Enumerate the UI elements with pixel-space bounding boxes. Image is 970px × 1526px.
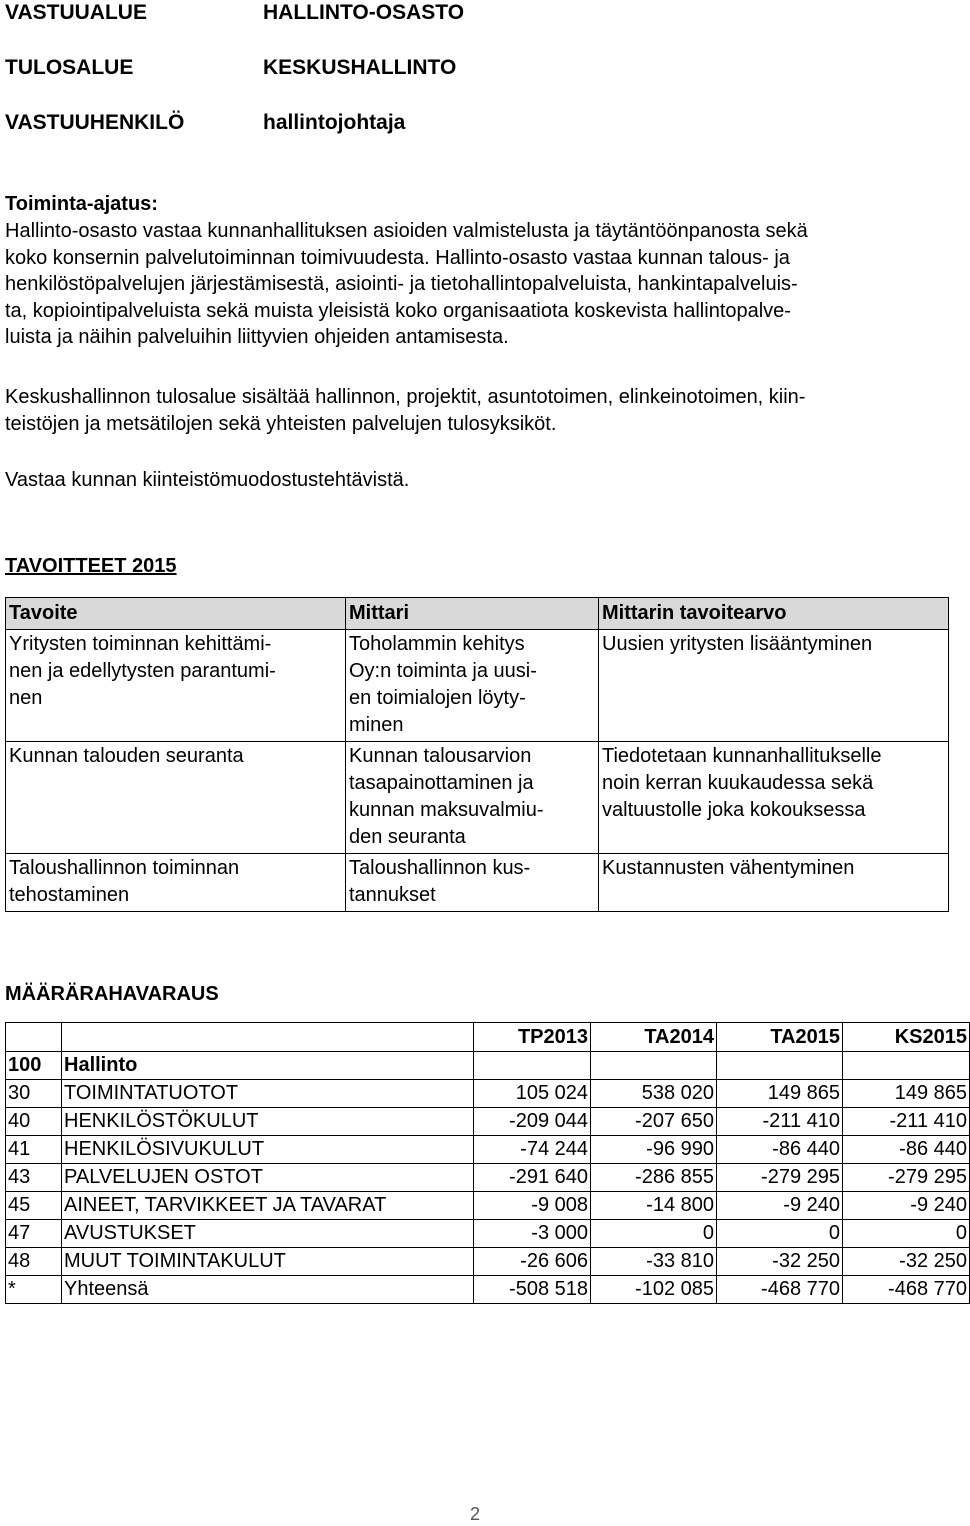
amount-cell: -102 085 <box>591 1276 717 1304</box>
empty-cell <box>474 1052 591 1080</box>
target-line: valtuustolle joka kokouksessa <box>602 799 866 821</box>
meta-value: HALLINTO-OSASTO <box>263 1 465 24</box>
amount-cell: -33 810 <box>591 1248 717 1276</box>
account-code: 48 <box>6 1248 62 1276</box>
budget-header-ks2015: KS2015 <box>843 1023 970 1052</box>
goal-cell <box>6 854 346 912</box>
table-row <box>6 1136 970 1164</box>
empty-cell <box>591 1052 717 1080</box>
account-code: 45 <box>6 1192 62 1220</box>
mission-label: Toiminta-ajatus: <box>5 193 158 215</box>
budget-title: MÄÄRÄRAHAVARAUS <box>5 983 219 1005</box>
table-row <box>6 1192 970 1220</box>
meta-value: KESKUSHALLINTO <box>263 56 457 79</box>
amount-cell: 0 <box>591 1220 717 1248</box>
amount-cell: 0 <box>843 1220 970 1248</box>
amount-cell: -279 295 <box>843 1164 970 1192</box>
amount-cell: -207 650 <box>591 1108 717 1136</box>
goals-table <box>5 597 949 912</box>
meta-value: hallintojohtaja <box>263 111 406 134</box>
metric-line: Oy:n toiminta ja uusi- <box>349 660 537 682</box>
mission-line: henkilöstöpalvelujen järjestämisestä, asiointi- ja tietohallintopalveluista, hankintapalveluis- <box>5 273 798 295</box>
empty-cell <box>717 1052 843 1080</box>
table-row <box>6 854 949 912</box>
amount-cell: 149 865 <box>717 1080 843 1108</box>
mission-line: ta, kopiointipalveluista sekä muista yleisistä koko organisaatiota koskevista hallintopalve- <box>5 299 791 322</box>
amount-cell: 538 020 <box>591 1080 717 1108</box>
amount-cell: -9 240 <box>717 1192 843 1220</box>
goal-line: Taloushallinnon toiminnan <box>9 857 240 879</box>
amount-cell: -211 410 <box>843 1108 970 1136</box>
budget-header-row <box>6 1023 970 1052</box>
amount-cell: 149 865 <box>843 1080 970 1108</box>
budget-header-ta2015: TA2015 <box>717 1023 843 1052</box>
amount-cell: -3 000 <box>474 1220 591 1248</box>
amount-cell: -279 295 <box>717 1164 843 1192</box>
amount-cell: -26 606 <box>474 1248 591 1276</box>
metric-cell <box>346 742 599 854</box>
goals-header-target: Mittarin tavoitearvo <box>599 598 949 630</box>
goal-line: tehostaminen <box>9 884 130 906</box>
budget-header-blank <box>6 1023 62 1052</box>
amount-cell: -286 855 <box>591 1164 717 1192</box>
amount-cell: -468 770 <box>717 1276 843 1304</box>
amount-cell: -508 518 <box>474 1276 591 1304</box>
metric-line: den seuranta <box>349 826 466 848</box>
group-name: Hallinto <box>62 1052 474 1080</box>
account-name: Yhteensä <box>62 1276 474 1304</box>
metric-line: kunnan maksuvalmiu- <box>349 799 544 821</box>
amount-cell: -9 240 <box>843 1192 970 1220</box>
target-line: noin kerran kuukaudessa sekä <box>602 772 874 794</box>
goal-line: Kunnan talouden seuranta <box>9 745 244 767</box>
budget-header-ta2014: TA2014 <box>591 1023 717 1052</box>
account-name: HENKILÖSIVUKULUT <box>62 1136 474 1164</box>
page-number: 2 <box>470 1504 481 1524</box>
account-name: AVUSTUKSET <box>62 1220 474 1248</box>
scope-line: teistöjen ja metsätilojen sekä yhteisten palvelujen tulosyksiköt. <box>5 412 557 435</box>
amount-cell: 105 024 <box>474 1080 591 1108</box>
account-name: PALVELUJEN OSTOT <box>62 1164 474 1192</box>
metric-line: Kunnan talousarvion <box>349 745 532 767</box>
amount-cell: -32 250 <box>717 1248 843 1276</box>
metric-line: tasapainottaminen ja <box>349 772 534 794</box>
amount-cell: 0 <box>717 1220 843 1248</box>
amount-cell: -86 440 <box>843 1136 970 1164</box>
account-name: MUUT TOIMINTAKULUT <box>62 1248 474 1276</box>
amount-cell: -291 640 <box>474 1164 591 1192</box>
amount-cell: -209 044 <box>474 1108 591 1136</box>
metric-line: minen <box>349 714 404 736</box>
goal-line: Yritysten toiminnan kehittämi- <box>9 633 272 655</box>
mission-line: Hallinto-osasto vastaa kunnanhallituksen asioiden valmistelusta ja täytäntöönpanosta sekä <box>5 220 808 242</box>
target-line: Uusien yritysten lisääntyminen <box>602 633 873 655</box>
mission-line: koko konsernin palvelutoiminnan toimivuudesta. Hallinto-osasto vastaa kunnan talous- ja <box>5 246 790 269</box>
amount-cell: -86 440 <box>717 1136 843 1164</box>
target-cell <box>599 854 949 912</box>
account-name: HENKILÖSTÖKULUT <box>62 1108 474 1136</box>
goals-header-row <box>6 598 949 630</box>
table-row <box>6 1248 970 1276</box>
goal-line: nen ja edellytysten parantumi- <box>9 660 276 682</box>
table-row <box>6 1276 970 1304</box>
goals-header-metric: Mittari <box>346 598 599 630</box>
metric-line: Toholammin kehitys <box>349 633 525 655</box>
goals-title: TAVOITTEET 2015 <box>5 555 177 577</box>
target-cell <box>599 742 949 854</box>
target-cell <box>599 630 949 742</box>
mission-line: luista ja näihin palveluihin liittyvien ohjeiden antamisesta. <box>5 326 509 348</box>
metric-line: en toimialojen löyty- <box>349 687 526 709</box>
meta-label: VASTUUHENKILÖ <box>5 111 185 134</box>
scope-line: Keskushallinnon tulosalue sisältää hallinnon, projektit, asuntotoimen, elinkeinotoimen, kiin- <box>5 386 806 408</box>
meta-label: VASTUUALUE <box>5 1 147 24</box>
amount-cell: -9 008 <box>474 1192 591 1220</box>
responsibility-paragraph: Vastaa kunnan kiinteistömuodostustehtävistä. <box>5 469 410 491</box>
budget-group-row <box>6 1052 970 1080</box>
account-name: TOIMINTATUOTOT <box>62 1080 474 1108</box>
account-code: 43 <box>6 1164 62 1192</box>
account-code: * <box>6 1276 62 1304</box>
amount-cell: -32 250 <box>843 1248 970 1276</box>
account-name: AINEET, TARVIKKEET JA TAVARAT <box>62 1192 474 1220</box>
account-code: 40 <box>6 1108 62 1136</box>
metric-line: tannukset <box>349 884 436 906</box>
budget-header-tp2013: TP2013 <box>474 1023 591 1052</box>
amount-cell: -211 410 <box>717 1108 843 1136</box>
table-row <box>6 1220 970 1248</box>
meta-label: TULOSALUE <box>5 56 134 79</box>
table-row <box>6 1164 970 1192</box>
amount-cell: -468 770 <box>843 1276 970 1304</box>
goal-cell <box>6 742 346 854</box>
metric-cell <box>346 630 599 742</box>
account-code: 47 <box>6 1220 62 1248</box>
table-row <box>6 1108 970 1136</box>
empty-cell <box>843 1052 970 1080</box>
account-code: 41 <box>6 1136 62 1164</box>
metric-line: Taloushallinnon kus- <box>349 857 531 879</box>
amount-cell: -74 244 <box>474 1136 591 1164</box>
target-line: Tiedotetaan kunnanhallitukselle <box>602 745 882 767</box>
amount-cell: -96 990 <box>591 1136 717 1164</box>
scope-paragraph <box>5 384 963 437</box>
table-row <box>6 1080 970 1108</box>
goals-header-goal: Tavoite <box>6 598 346 630</box>
table-row <box>6 742 949 854</box>
goal-cell <box>6 630 346 742</box>
budget-header-blank <box>62 1023 474 1052</box>
goal-line: nen <box>9 687 43 709</box>
metric-cell <box>346 854 599 912</box>
budget-table <box>5 1022 970 1304</box>
mission-paragraph <box>5 218 963 351</box>
group-code: 100 <box>6 1052 62 1080</box>
target-line: Kustannusten vähentyminen <box>602 857 855 879</box>
amount-cell: -14 800 <box>591 1192 717 1220</box>
table-row <box>6 630 949 742</box>
account-code: 30 <box>6 1080 62 1108</box>
